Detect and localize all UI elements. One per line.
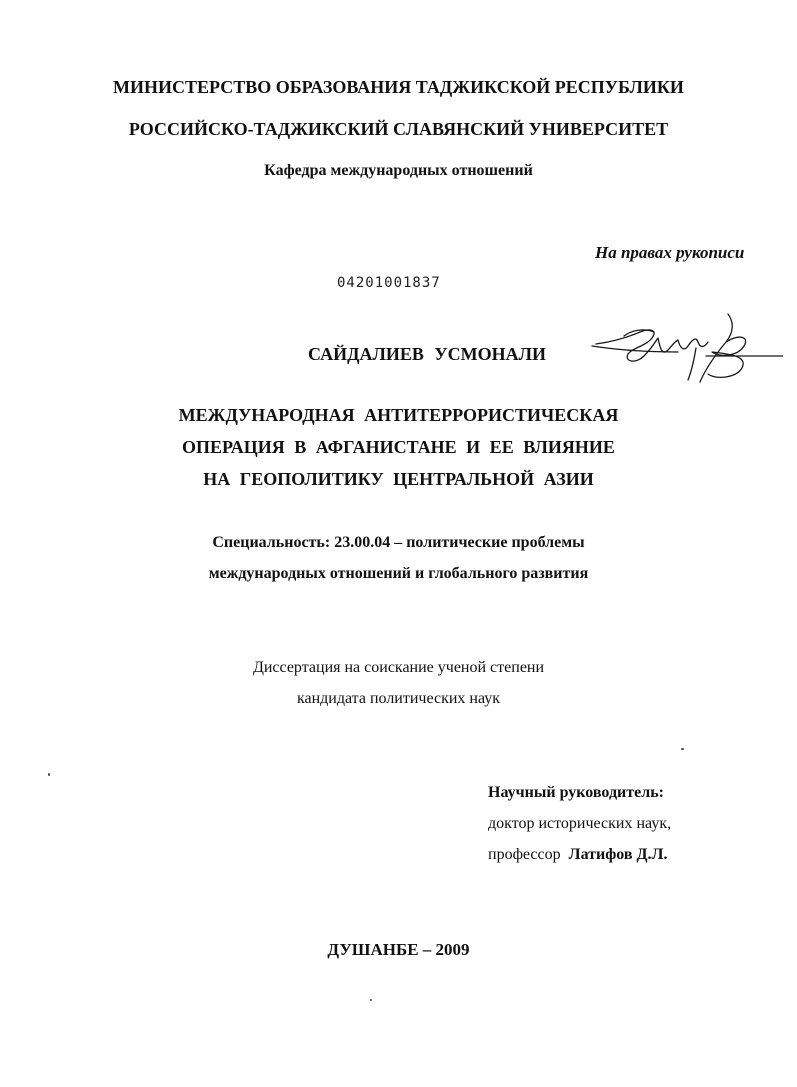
scan-speck [370,999,372,1001]
author-signature [588,308,783,388]
specialty-line-2: международных отношений и глобального развития [208,565,589,582]
thesis-title-line-1: МЕЖДУНАРОДНАЯ АНТИТЕРРОРИСТИЧЕСКАЯ [178,405,619,425]
scan-speck [681,748,684,750]
supervisor-heading: Научный руководитель: [488,784,664,801]
university-title: РОССИЙСКО-ТАДЖИКСКИЙ СЛАВЯНСКИЙ УНИВЕРСИТЕТ [128,119,669,139]
city-year: ДУШАНБЕ – 2009 [327,940,470,959]
dissertation-line-2: кандидата политических наук [296,690,501,707]
dissertation-line-1: Диссертация на соискание ученой степени [252,659,545,676]
department-title: Кафедра международных отношений [264,162,533,179]
ministry-title: МИНИСТЕРСТВО ОБРАЗОВАНИЯ ТАДЖИКСКОЙ РЕСПУБЛИКИ [113,77,684,97]
thesis-title-line-2: ОПЕРАЦИЯ В АФГАНИСТАНЕ И ЕЕ ВЛИЯНИЕ [182,437,615,457]
supervisor-line [488,846,667,864]
scan-speck [48,773,50,776]
author-name: САЙДАЛИЕВ УСМОНАЛИ [308,344,547,364]
catalog-code: 04201001837 [337,275,441,291]
supervisor-degree: доктор исторических наук, [488,815,672,832]
supervisor-title: профессор [488,846,561,863]
supervisor-name: Латифов Д.Л. [568,846,668,863]
manuscript-rights-note: На правах рукописи [595,243,745,262]
thesis-title-line-3: НА ГЕОПОЛИТИКУ ЦЕНТРАЛЬНОЙ АЗИИ [203,469,594,489]
specialty-line-1: Специальность: 23.00.04 – политические проблемы [212,534,585,551]
